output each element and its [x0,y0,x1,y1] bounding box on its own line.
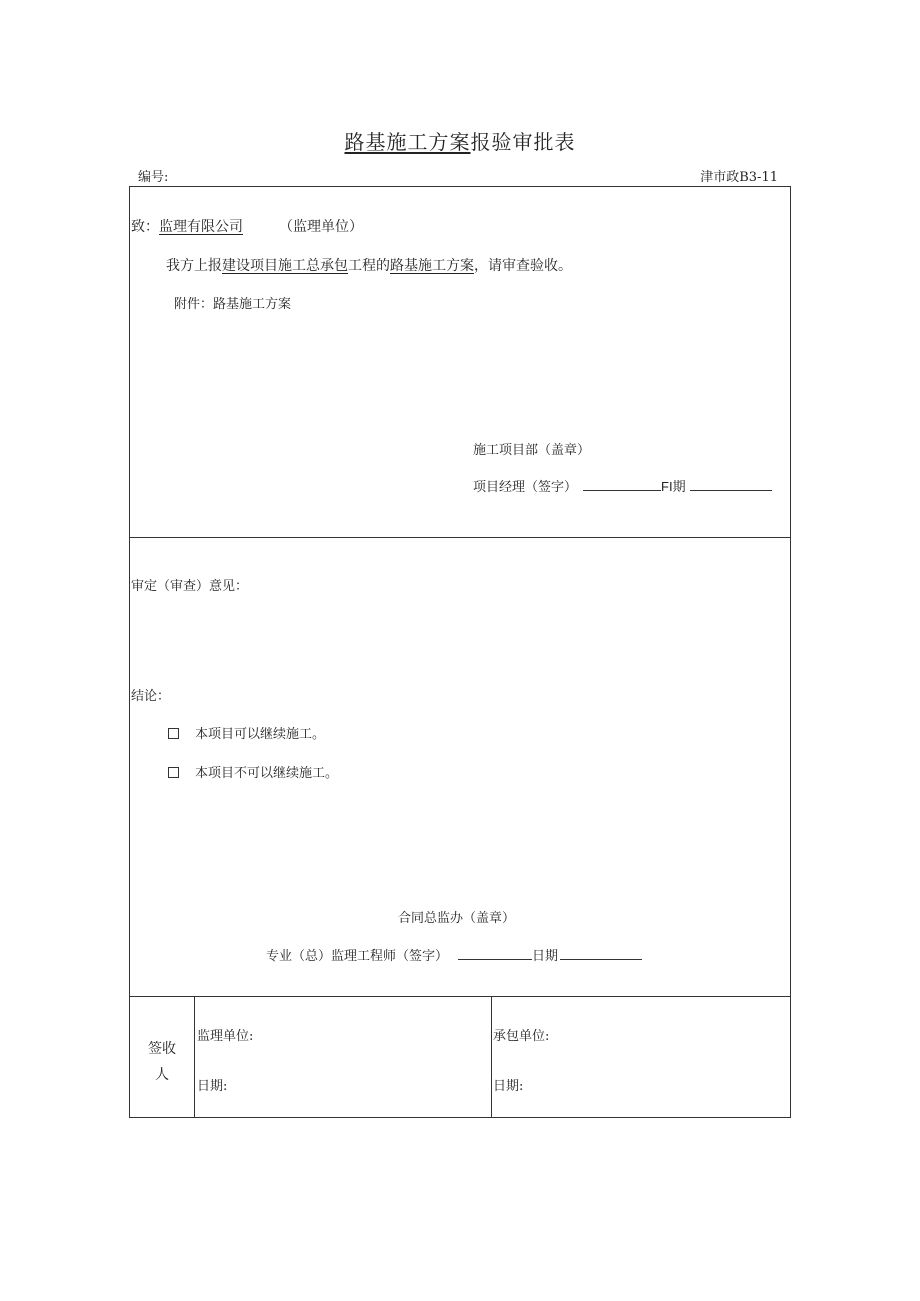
signer-label-line2: 人 [155,1067,169,1083]
table-right-border [790,186,791,1118]
table-left-border [129,186,130,1118]
supervisor-unit-note: （监理单位） [279,219,363,235]
option-stop[interactable] [168,762,338,781]
pm-signature-label: 项目经理（签字） [473,480,578,495]
addressee-line [131,216,363,236]
checkbox-stop[interactable] [168,767,179,778]
option-continue-label: 本项目可以继续施工。 [195,727,326,742]
signer-column-divider [194,996,195,1118]
construction-dept-seal: 施工项目部（盖章） [473,443,591,458]
table-top-border [129,186,791,187]
table-bottom-border [129,1117,791,1118]
report-mid: 工程的 [348,258,390,274]
engineer-signature-label: 专业（总）监理工程师（签字） [266,949,449,964]
option-stop-label: 本项目不可以继续施工。 [195,766,339,781]
engineer-signature-field[interactable] [458,947,532,960]
title-project-part: 路基施工方案 [344,130,471,154]
contractor-unit-label: 承包单位: [493,1029,550,1044]
report-prefix: 我方上报 [166,258,222,274]
engineer-signature-line [266,945,642,964]
plan-name: 路基施工方案 [390,258,474,274]
review-opinion-label: 审定（审查）意见： [131,579,249,594]
signer-label-line1: 签收 [148,1041,176,1057]
pm-signature-line [473,476,772,495]
supervision-office-seal: 合同总监办（盖章） [398,911,516,926]
form-title [0,126,920,155]
pm-date-label: FI期 [661,479,686,494]
form-code: 津市政B3-11 [700,170,778,185]
contractor-date-label: 日期: [493,1079,524,1094]
supervisor-company-name: 监理有限公司 [159,219,243,235]
conclusion-label: 结论： [131,689,171,704]
number-label: 编号: [138,170,169,185]
project-name: 建设项目施工总承包 [222,258,348,274]
section-divider-2 [129,996,791,997]
attachment-line: 附件：路基施工方案 [174,297,292,312]
unit-column-divider [491,996,492,1118]
supervisor-date-label: 日期: [197,1079,228,1094]
engineer-date-field[interactable] [560,947,642,960]
option-continue[interactable] [168,723,325,742]
engineer-date-label: 日期 [532,949,559,964]
supervisor-unit-label: 监理单位: [197,1029,254,1044]
checkbox-continue[interactable] [168,728,179,739]
to-prefix: 致： [131,219,159,235]
report-sentence [166,255,572,275]
pm-date-field[interactable] [690,478,772,491]
pm-signature-field[interactable] [583,478,661,491]
report-suffix: ，请审查验收。 [474,258,572,274]
title-form-part: 报验审批表 [470,130,576,154]
section-divider-1 [129,537,791,538]
